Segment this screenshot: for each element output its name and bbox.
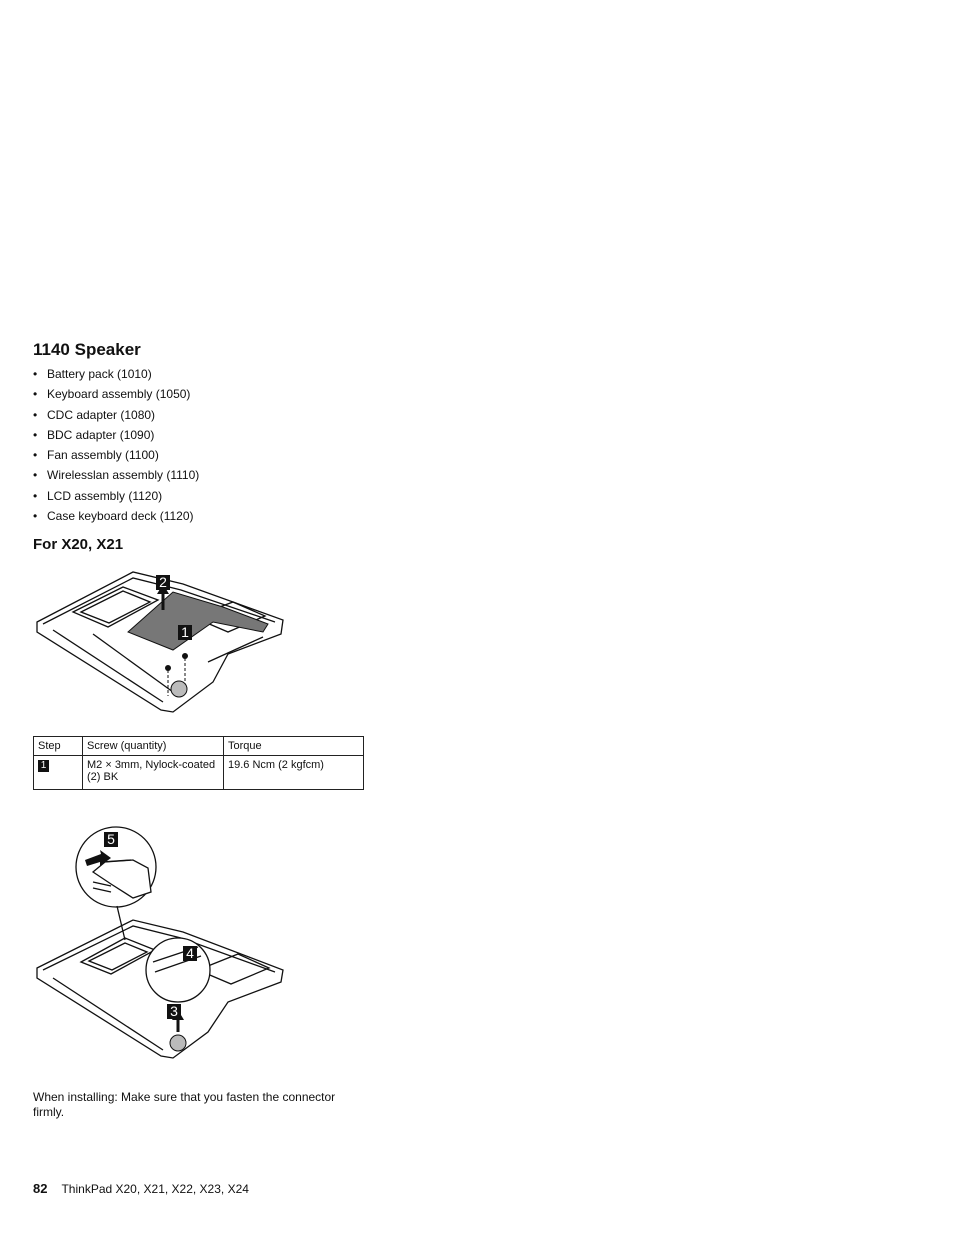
footer-title: ThinkPad X20, X21, X22, X23, X24 — [61, 1182, 249, 1196]
list-item-text: CDC adapter (1080) — [47, 407, 156, 422]
list-item-text: Battery pack (1010) — [47, 367, 152, 381]
screw-table — [33, 736, 364, 790]
bullet: • — [33, 427, 38, 442]
cell-torque: 19.6 Ncm (2 kgfcm) — [224, 756, 364, 790]
install-note: When installing: Make sure that you fasten the connector firmly. — [33, 1090, 336, 1119]
list-item — [33, 386, 199, 406]
bullet: • — [33, 387, 38, 402]
header-step: Step — [34, 737, 83, 756]
callout-1: 1 — [178, 625, 192, 640]
bullet: • — [33, 407, 38, 422]
list-item-text: Wirelesslan assembly (1110) — [47, 468, 200, 483]
bullet: • — [33, 509, 38, 524]
prerequisite-list — [33, 366, 199, 528]
list-item-text: LCD assembly (1120) — [47, 488, 163, 503]
header-screw: Screw (quantity) — [83, 737, 224, 756]
callout-2: 2 — [156, 575, 170, 590]
list-item-text: Fan assembly (1100) — [47, 448, 159, 463]
bullet: • — [33, 448, 38, 463]
list-item — [33, 427, 199, 447]
callout-4: 4 — [183, 946, 197, 961]
list-item — [33, 366, 199, 386]
list-item — [33, 508, 199, 528]
bullet: • — [33, 367, 38, 381]
list-item-text: Case keyboard deck (1120) — [47, 509, 194, 524]
list-item — [33, 447, 199, 467]
callout-3: 3 — [167, 1004, 181, 1019]
list-item — [33, 407, 199, 427]
bullet: • — [33, 488, 38, 503]
cell-step — [34, 756, 83, 790]
callout-5: 5 — [104, 832, 118, 847]
header-torque: Torque — [224, 737, 364, 756]
bullet: • — [33, 468, 38, 483]
subsection-title: For X20, X21 — [33, 536, 124, 553]
list-item — [33, 488, 199, 508]
list-item-text: BDC adapter (1090) — [47, 427, 155, 442]
step-badge: 1 — [38, 760, 49, 772]
cell-screw: M2 × 3mm, Nylock-coated (2) BK — [83, 756, 224, 790]
table-row — [34, 756, 364, 790]
list-item — [33, 467, 199, 487]
table-header-row — [34, 737, 364, 756]
speaker-removal-figure-2 — [33, 822, 293, 1072]
page-footer — [33, 1181, 249, 1196]
list-item-text: Keyboard assembly (1050) — [47, 387, 191, 402]
page-number: 82 — [33, 1181, 48, 1196]
section-title: 1140 Speaker — [33, 340, 141, 359]
